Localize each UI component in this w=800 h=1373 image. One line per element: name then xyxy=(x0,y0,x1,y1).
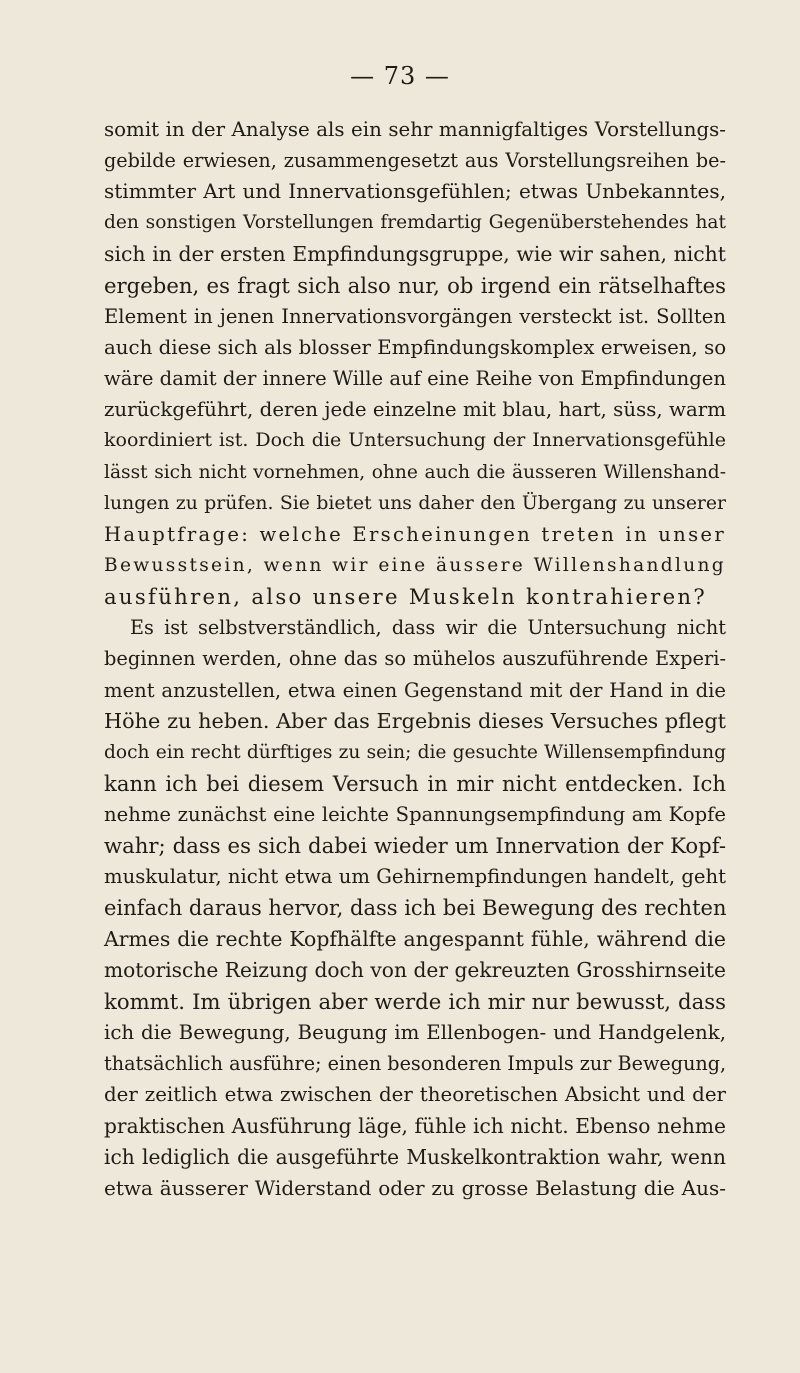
text-line: wahr; dass es sich dabei wieder um Innervation der Kopf- xyxy=(104,833,726,859)
text-line: ergeben, es fragt sich also nur, ob irgend ein rätselhaftes xyxy=(104,272,726,298)
text-line: ment anzustellen, etwa einen Gegenstand mit der Hand in die xyxy=(104,678,726,702)
text-line: einfach daraus hervor, dass ich bei Bewegung des rechten xyxy=(104,895,727,920)
text-line: thatsächlich ausführe; einen besonderen Impuls zur Bewegung, xyxy=(104,1052,727,1076)
paragraph-start-line: Es ist selbstverständlich, dass wir die Untersuchung nicht xyxy=(130,616,726,640)
text-line: somit in der Analyse als ein sehr mannigfaltiges Vorstellungs- xyxy=(104,118,726,141)
text-line: wäre damit der innere Wille auf eine Reihe von Empfindungen xyxy=(104,367,726,391)
text-line: zurückgeführt, deren jede einzelne mit blau, hart, süss, warm xyxy=(104,398,726,422)
text-line: stimmter Art und Innervationsgefühlen; etwas Unbekanntes, xyxy=(104,179,726,204)
text-line: Element in jenen Innervationsvorgängen versteckt ist. Sollten xyxy=(104,304,726,328)
text-line: beginnen werden, ohne das so mühelos auszuführende Experi- xyxy=(104,647,726,671)
text-line: nehme zunächst eine leichte Spannungsempfindung am Kopfe xyxy=(104,803,726,827)
text-line: auch diese sich als blosser Empfindungskomplex erweisen, so xyxy=(104,335,727,359)
text-line: etwa äusserer Widerstand oder zu grosse Belastung die Aus- xyxy=(104,1175,726,1200)
text-line: Höhe zu heben. Aber das Ergebnis dieses Versuches pflegt xyxy=(104,708,726,733)
body-text xyxy=(104,114,726,1204)
text-line: motorische Reizung doch von der gekreuzten Grosshirnseite xyxy=(104,957,726,982)
text-line-emphasis: Hauptfrage: welche Erscheinungen treten in unser xyxy=(104,522,726,546)
page-number-header: — 73 — xyxy=(350,62,450,90)
text-line: lässt sich nicht vornehmen, ohne auch die äusseren Willenshand- xyxy=(104,461,726,483)
text-line: doch ein recht dürftiges zu sein; die gesuchte Willensempfindung xyxy=(104,741,726,763)
text-line: den sonstigen Vorstellungen fremdartig Gegenüberstehendes hat xyxy=(104,212,726,234)
text-line-emphasis: ausführen, also unsere Muskeln kontrahieren? xyxy=(104,584,708,610)
text-line: lungen zu prüfen. Sie bietet uns daher den Übergang zu unserer xyxy=(104,492,726,514)
text-line: ich die Bewegung, Beugung im Ellenbogen- und Handgelenk, xyxy=(104,1021,726,1045)
text-line: kann ich bei diesem Versuch in mir nicht entdecken. Ich xyxy=(104,770,726,796)
text-line: praktischen Ausführung läge, fühle ich nicht. Ebenso nehme xyxy=(104,1113,726,1138)
text-line: kommt. Im übrigen aber werde ich mir nur bewusst, dass xyxy=(104,988,726,1014)
text-line: sich in der ersten Empfindungsgruppe, wie wir sahen, nicht xyxy=(104,241,726,266)
text-line: der zeitlich etwa zwischen der theoretischen Absicht und der xyxy=(104,1083,726,1107)
text-line: Armes die rechte Kopfhälfte angespannt fühle, während die xyxy=(104,926,726,951)
text-line: koordiniert ist. Doch die Untersuchung der Innervationsgefühle xyxy=(104,429,726,452)
text-line: ich lediglich die ausgeführte Muskelkontraktion wahr, wenn xyxy=(104,1144,726,1169)
text-line-emphasis: Bewusstsein, wenn wir eine äussere Willenshandlung xyxy=(104,554,726,576)
text-line: muskulatur, nicht etwa um Gehirnempfindungen handelt, geht xyxy=(104,865,726,889)
text-line: gebilde erwiesen, zusammengesetzt aus Vorstellungsreihen be- xyxy=(104,149,726,173)
